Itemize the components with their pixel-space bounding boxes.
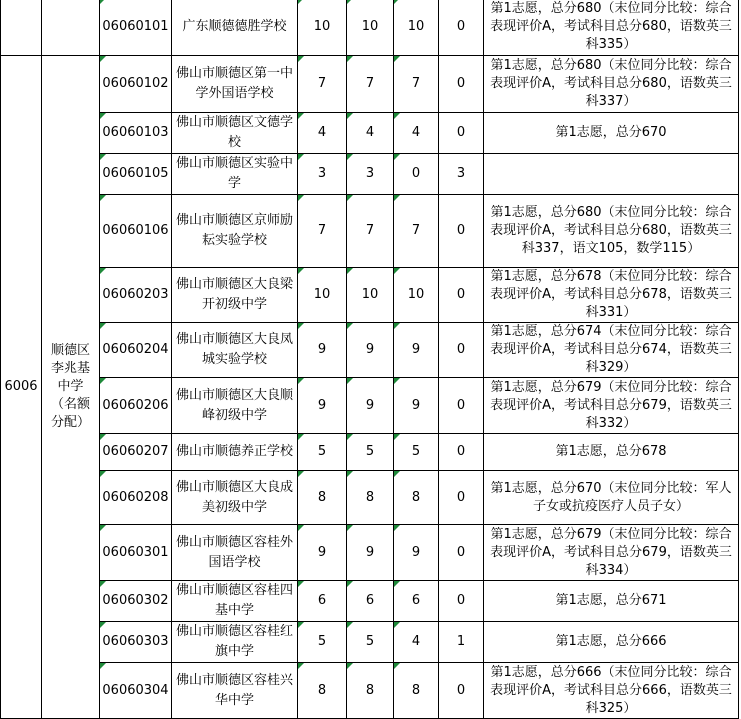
- table-row: [1, 525, 739, 581]
- admitted-count[interactable]: 4: [394, 622, 439, 663]
- table-row: [1, 378, 739, 434]
- junior-school-code[interactable]: 06060208: [100, 471, 172, 525]
- quota-count[interactable]: 9: [347, 378, 394, 434]
- junior-school-code[interactable]: 06060304: [100, 663, 172, 719]
- junior-school-code[interactable]: 06060105: [100, 154, 172, 195]
- plan-count[interactable]: 10: [298, 268, 347, 323]
- table-row: [1, 581, 739, 622]
- junior-school-code[interactable]: 06060203: [100, 268, 172, 323]
- remaining-count[interactable]: 0: [439, 113, 484, 154]
- plan-count[interactable]: 9: [298, 525, 347, 581]
- plan-count[interactable]: 6: [298, 581, 347, 622]
- school-name-line: 分配）: [50, 415, 90, 430]
- junior-school-name[interactable]: 广东顺德德胜学校: [172, 0, 298, 56]
- junior-school-name[interactable]: 佛山市顺德区容桂兴华中学: [172, 663, 298, 719]
- junior-school-code[interactable]: 06060101: [100, 0, 172, 56]
- admission-note[interactable]: 第1志愿，总分680（末位同分比较：综合表现评价A，考试科目总分680，语数英三科335）: [484, 0, 739, 56]
- plan-count[interactable]: 5: [298, 622, 347, 663]
- remaining-count[interactable]: 0: [439, 0, 484, 56]
- junior-school-code[interactable]: 06060303: [100, 622, 172, 663]
- admitted-count[interactable]: 7: [394, 195, 439, 268]
- table-row: [1, 663, 739, 719]
- junior-school-code[interactable]: 06060106: [100, 195, 172, 268]
- admitted-count[interactable]: 6: [394, 581, 439, 622]
- junior-school-code[interactable]: 06060103: [100, 113, 172, 154]
- quota-count[interactable]: 10: [347, 268, 394, 323]
- plan-count[interactable]: 5: [298, 434, 347, 471]
- admission-note[interactable]: 第1志愿，总分666: [484, 622, 739, 663]
- remaining-count[interactable]: 0: [439, 525, 484, 581]
- plan-count[interactable]: 8: [298, 663, 347, 719]
- junior-school-name[interactable]: 佛山市顺德区实验中学: [172, 154, 298, 195]
- admission-note[interactable]: 第1志愿，总分670（末位同分比较：军人子女或抗疫医疗人员子女）: [484, 471, 739, 525]
- admitted-count[interactable]: 7: [394, 56, 439, 113]
- admitted-count[interactable]: 9: [394, 525, 439, 581]
- table-row: [1, 471, 739, 525]
- junior-school-name[interactable]: 佛山市顺德区大良梁开初级中学: [172, 268, 298, 323]
- admitted-count[interactable]: 10: [394, 268, 439, 323]
- admission-note[interactable]: 第1志愿，总分680（末位同分比较：综合表现评价A，考试科目总分680，语数英三科337，语文105，数学115）: [484, 195, 739, 268]
- admission-note[interactable]: 第1志愿，总分679（末位同分比较：综合表现评价A，考试科目总分679，语数英三科334）: [484, 525, 739, 581]
- junior-school-code[interactable]: 06060102: [100, 56, 172, 113]
- admission-note[interactable]: 第1志愿，总分678（末位同分比较：综合表现评价A，考试科目总分678，语数英三科331）: [484, 268, 739, 323]
- quota-count[interactable]: 3: [347, 154, 394, 195]
- remaining-count[interactable]: 0: [439, 471, 484, 525]
- table-row: [1, 195, 739, 268]
- quota-count[interactable]: 5: [347, 622, 394, 663]
- junior-school-code[interactable]: 06060301: [100, 525, 172, 581]
- admission-note[interactable]: 第1志愿，总分666（末位同分比较：综合表现评价A，考试科目总分666，语数英三科325）: [484, 663, 739, 719]
- junior-school-code[interactable]: 06060302: [100, 581, 172, 622]
- junior-school-code[interactable]: 06060204: [100, 323, 172, 378]
- junior-school-name[interactable]: 佛山市顺德区京师励耘实验学校: [172, 195, 298, 268]
- quota-count[interactable]: 4: [347, 113, 394, 154]
- remaining-count[interactable]: 3: [439, 154, 484, 195]
- admission-note[interactable]: 第1志愿，总分679（末位同分比较：综合表现评价A，考试科目总分679，语数英三科332）: [484, 378, 739, 434]
- remaining-count[interactable]: 0: [439, 323, 484, 378]
- table-row: [1, 56, 739, 113]
- school-name-line: （名额: [50, 397, 90, 412]
- remaining-count[interactable]: 0: [439, 581, 484, 622]
- table-row: [1, 622, 739, 663]
- table-row: [1, 268, 739, 323]
- admitted-count[interactable]: 8: [394, 471, 439, 525]
- admission-note[interactable]: 第1志愿，总分670: [484, 113, 739, 154]
- junior-school-name[interactable]: 佛山市顺德区大良顺峰初级中学: [172, 378, 298, 434]
- admission-note[interactable]: 第1志愿，总分671: [484, 581, 739, 622]
- admitted-count[interactable]: 4: [394, 113, 439, 154]
- remaining-count[interactable]: 0: [439, 195, 484, 268]
- plan-count[interactable]: 9: [298, 378, 347, 434]
- remaining-count[interactable]: 0: [439, 434, 484, 471]
- quota-count[interactable]: 7: [347, 56, 394, 113]
- admission-note[interactable]: 第1志愿，总分674（末位同分比较：综合表现评价A，考试科目总分674，语数英三科329）: [484, 323, 739, 378]
- admitted-count[interactable]: 9: [394, 323, 439, 378]
- junior-school-name[interactable]: 佛山市顺德区容桂外国语学校: [172, 525, 298, 581]
- table-row: [1, 0, 739, 56]
- table-row: [1, 113, 739, 154]
- junior-school-code[interactable]: 06060207: [100, 434, 172, 471]
- admitted-count[interactable]: 0: [394, 154, 439, 195]
- junior-school-name[interactable]: 佛山市顺德养正学校: [172, 434, 298, 471]
- admitted-count[interactable]: 5: [394, 434, 439, 471]
- plan-count[interactable]: 8: [298, 471, 347, 525]
- admission-note[interactable]: 第1志愿，总分678: [484, 434, 739, 471]
- remaining-count[interactable]: 1: [439, 622, 484, 663]
- plan-count[interactable]: 9: [298, 323, 347, 378]
- admitted-count[interactable]: 9: [394, 378, 439, 434]
- quota-count[interactable]: 7: [347, 195, 394, 268]
- admission-note[interactable]: 第1志愿，总分680（末位同分比较：综合表现评价A，考试科目总分680，语数英三科337）: [484, 56, 739, 113]
- school-cell-blank: [42, 0, 100, 56]
- remaining-count[interactable]: 0: [439, 56, 484, 113]
- quota-count[interactable]: 8: [347, 471, 394, 525]
- table-row: [1, 323, 739, 378]
- quota-count[interactable]: 8: [347, 663, 394, 719]
- admitted-count[interactable]: 10: [394, 0, 439, 56]
- plan-count[interactable]: 7: [298, 56, 347, 113]
- school-name-cell: [42, 56, 100, 719]
- plan-count[interactable]: 7: [298, 195, 347, 268]
- junior-school-code[interactable]: 06060206: [100, 378, 172, 434]
- plan-count[interactable]: 3: [298, 154, 347, 195]
- quota-count[interactable]: 9: [347, 525, 394, 581]
- junior-school-name[interactable]: 佛山市顺德区大良成美初级中学: [172, 471, 298, 525]
- table-body: [1, 0, 739, 719]
- quota-count[interactable]: 9: [347, 323, 394, 378]
- table-row: [1, 154, 739, 195]
- school-name-line: 顺德区: [50, 343, 90, 358]
- quota-count[interactable]: 6: [347, 581, 394, 622]
- remaining-count[interactable]: 0: [439, 268, 484, 323]
- junior-school-name[interactable]: 佛山市顺德区容桂四基中学: [172, 581, 298, 622]
- admitted-count[interactable]: 8: [394, 663, 439, 719]
- group-code-cell-blank: [1, 0, 42, 56]
- remaining-count[interactable]: 0: [439, 663, 484, 719]
- remaining-count[interactable]: 0: [439, 378, 484, 434]
- junior-school-name[interactable]: 佛山市顺德区容桂红旗中学: [172, 622, 298, 663]
- plan-count[interactable]: 10: [298, 0, 347, 56]
- school-name-line: 中学: [57, 379, 84, 394]
- admission-note[interactable]: [484, 154, 739, 195]
- plan-count[interactable]: 4: [298, 113, 347, 154]
- junior-school-name[interactable]: 佛山市顺德区大良凤城实验学校: [172, 323, 298, 378]
- junior-school-name[interactable]: 佛山市顺德区文德学校: [172, 113, 298, 154]
- quota-count[interactable]: 5: [347, 434, 394, 471]
- table-row: [1, 434, 739, 471]
- quota-count[interactable]: 10: [347, 0, 394, 56]
- junior-school-name[interactable]: 佛山市顺德区第一中学外国语学校: [172, 56, 298, 113]
- group-code-cell: 6006: [1, 56, 42, 719]
- school-name-line: 李兆基: [50, 361, 90, 376]
